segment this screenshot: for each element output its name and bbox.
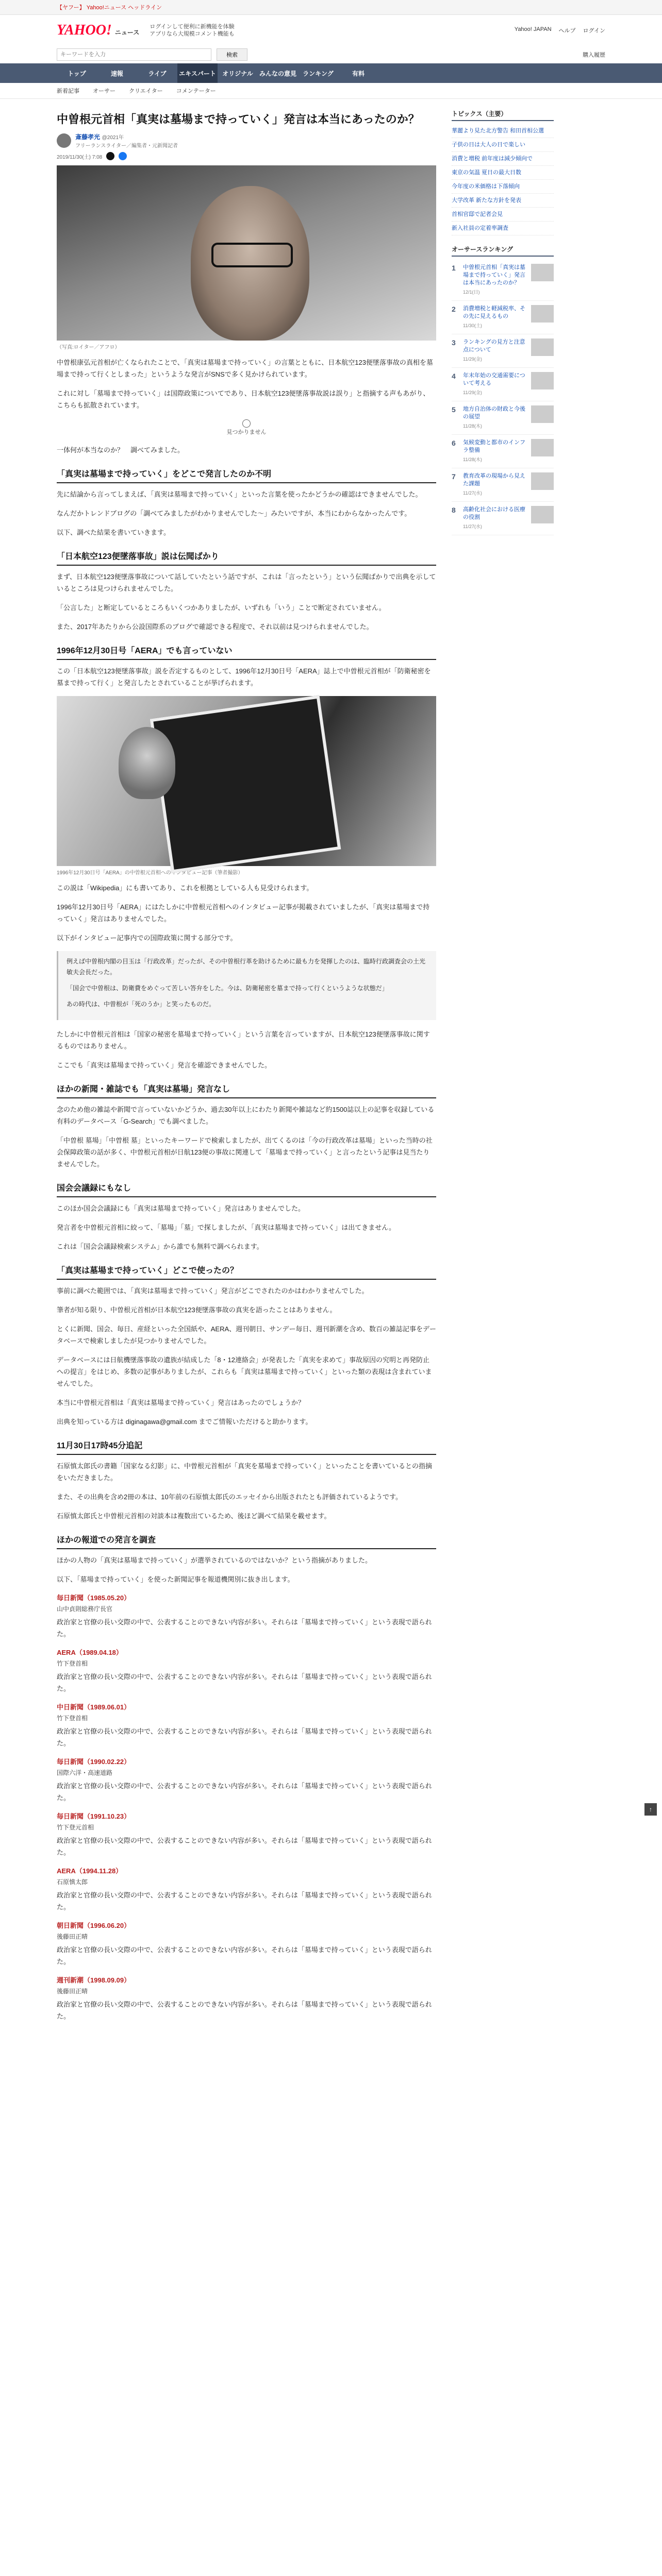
share-x-icon[interactable] [106, 152, 114, 160]
paragraph: 発言者を中曽根元首相に絞って、「墓場」「墓」で探しましたが、「真実は墓場まで持っていく」は出てきません。 [57, 1224, 396, 1231]
paragraph: 以下、調べた結果を書いていきます。 [57, 529, 170, 536]
quote-paragraph: 例えば中曽根内閣の目玉は「行政改革」だったが、その中曽根行革を助けるために最も力を発揮したのは、臨時行政調査会の土光敏夫会長だった。 [67, 958, 426, 976]
rank-title: 気候変動と都市のインフラ整備 [463, 439, 525, 453]
author-description: フリーランスライター／編集者・元新聞記者 [75, 143, 178, 149]
paragraph: これは「国会会議録検索システム」から誰でも無料で調べられます。 [57, 1243, 263, 1250]
section-heading: ほかの新聞・雑誌でも「真実は墓場」発言なし [57, 1082, 436, 1098]
magazine-photo [57, 696, 436, 866]
section-heading: 11月30日17時45分追記 [57, 1439, 436, 1455]
paragraph: 石原慎太郎氏と中曽根元首相の対談本は複数出ているため、後ほど調べて結果を載せます。 [57, 1512, 331, 1520]
rank-title: 高齢化社会における医療の役割 [463, 506, 525, 520]
rank-number: 5 [452, 405, 456, 414]
subnav-commentator[interactable]: コメンテーター [176, 88, 216, 94]
header-link-help[interactable]: ヘルプ [558, 28, 576, 34]
share-facebook-icon[interactable] [119, 152, 127, 160]
rank-title: ランキングの見方と注意点について [463, 339, 525, 353]
rank-number: 3 [452, 338, 456, 347]
rank-thumbnail [531, 506, 554, 523]
clock-icon [242, 419, 251, 428]
rank-meta: 11/27(水) [463, 490, 482, 496]
article-meta [57, 152, 436, 160]
rank-meta: 11/27(水) [463, 524, 482, 529]
subnav-new[interactable]: 新着記事 [57, 88, 79, 94]
rank-thumbnail [531, 372, 554, 389]
section-heading: 「真実は墓場まで持っていく」をどこで発言したのか不明 [57, 467, 436, 483]
top-banner-text: 【ヤフー】 Yahoo!ニュース ヘッドライン [57, 5, 162, 11]
subnav-creator[interactable]: クリエイター [129, 88, 163, 94]
paragraph: 石原慎太郎氏の書籍「国家なる幻影」に、中曽根元首相が「真実を墓場まで持っていく」といったことを書いているとの指摘をいただきました。 [57, 1462, 433, 1482]
article-photo [57, 165, 436, 341]
quote-paragraph: 「国会で中曽根は、防衛費をめぐって苦しい答弁をした。今は、防衛秘密を墓まで持って行くというような状態だ」 [67, 985, 388, 992]
paragraph: 「中曽根 墓場」「中曽根 墓」といったキーワードで検索しましたが、出てくるのは「今の行政改革は墓場」といった当時の社会保障政策の話が多く、中曽根元首相が日航123便の事故に関連して「墓場まで持っていく」と言ったという記事は見当たりませんでした。 [57, 1137, 433, 1168]
ranking-item[interactable] [452, 502, 554, 535]
paragraph: また、その出典を含め2冊の本は、10年前の石原慎太郎氏のエッセイから出版されたとも評価されているようです。 [57, 1493, 403, 1501]
rank-meta: 12/1(日) [463, 290, 480, 295]
not-found-note [57, 419, 436, 436]
source-heading: 毎日新聞（1991.10.23） [57, 1812, 131, 1820]
nav-paid[interactable]: 有料 [352, 70, 365, 77]
sidebar [452, 109, 554, 2029]
paragraph: とくに新聞、国会、毎日、産経といった全国紙や、AERA、週刊朝日、サンデー毎日、週刊新潮を含め、数百の雑誌記事をデータベースで検索しましたが見つかりませんでした。 [57, 1325, 436, 1345]
rank-title: 教育改革の現場から見えた課題 [463, 473, 525, 487]
rank-meta: 11/30(土) [463, 323, 482, 328]
source-sub: 国際六洋・高速道路 [57, 1769, 113, 1776]
ranking-item[interactable] [452, 435, 554, 468]
source-paragraph: 政治家と官僚の長い交際の中で、公表することのできない内容が多い。それらは「墓場まで持っていく」という表現で語られた。 [57, 1891, 432, 1911]
main-nav [0, 63, 662, 83]
source-heading: AERA（1989.04.18） [57, 1649, 123, 1656]
ranking-title: オーサースランキング [452, 245, 554, 257]
paragraph: 先に結論から言ってしまえば、「真実は墓場まで持っていく」といった言葉を使ったかどうかの確認はできませんでした。 [57, 490, 422, 498]
portrait-glasses [211, 243, 293, 267]
rank-thumbnail [531, 405, 554, 423]
subnav-author[interactable]: オーサー [93, 88, 115, 94]
source-heading: AERA（1994.11.28） [57, 1867, 123, 1875]
ranking-item[interactable] [452, 260, 554, 301]
source-paragraph: 政治家と官僚の長い交際の中で、公表することのできない内容が多い。それらは「墓場まで持っていく」という表現で語られた。 [57, 1727, 432, 1747]
rank-meta: 11/29(金) [463, 390, 482, 395]
paragraph: 「公言した」と断定しているところもいくつかありましたが、いずれも「いう」ことで断定されていません。 [57, 604, 386, 612]
source-heading: 朝日新聞（1996.06.20） [57, 1922, 131, 1929]
paragraph: 一体何が本当なのか？ 調べてみました。 [57, 446, 185, 454]
header-link-login[interactable]: ログイン [583, 28, 605, 34]
author-badge: @2021年 [102, 135, 124, 141]
source-heading: 週刊新潮（1998.09.09） [57, 1976, 131, 1984]
topic-item[interactable]: 大学改革 新たな方針を発表 [452, 194, 554, 208]
source-paragraph: 政治家と官僚の長い交際の中で、公表することのできない内容が多い。それらは「墓場まで持っていく」という表現で語られた。 [57, 2001, 432, 2020]
topic-item[interactable]: 華麗より見た北方警告 和田首相公選 [452, 124, 554, 138]
section-heading: 「日本航空123便墜落事故」説は伝聞ばかり [57, 550, 436, 566]
rank-number: 8 [452, 506, 456, 514]
quote-paragraph: あの時代は、中曽根が「死のうか」と笑ったものだ。 [67, 1001, 216, 1008]
nav-expert[interactable]: エキスパート [177, 63, 218, 83]
paragraph: 中曽根康弘元首相が亡くなられたことで、「真実は墓場まで持っていく」の言葉とともに、日本航空123便墜落事故の真相を墓場まで持って行くとしまった」というような発言がSNSで多く見かけられています。 [57, 359, 433, 378]
search-input[interactable] [57, 48, 211, 61]
source-sub: 後藤田正晴 [57, 1988, 88, 1995]
paragraph: ここでも「真実は墓場まで持っていく」発言を確認できませんでした。 [57, 1061, 272, 1069]
source-heading: 毎日新聞（1990.02.22） [57, 1758, 131, 1766]
rank-title: 地方自治体の財政と今後の展望 [463, 406, 525, 420]
source-sub: 石原慎太郎 [57, 1878, 88, 1886]
author-name[interactable]: 斎藤孝光 [75, 133, 101, 141]
section-heading: 「真実は墓場まで持っていく」どこで使ったの？ [57, 1264, 436, 1280]
paragraph: このほか国会会議録にも「真実は墓場まで持っていく」発言はありませんでした。 [57, 1205, 305, 1212]
section-heading: ほかの報道での発言を調査 [57, 1533, 436, 1549]
nav-opinion[interactable]: みんなの意見 [259, 70, 296, 77]
paragraph: まず、日本航空123便墜落事故について話していたという話ですが、これは「言ったという」という伝聞ばかりで出典を示しているところは見つけられませんでした。 [57, 573, 436, 592]
paragraph: この説は「Wikipedia」にも書いてあり、これを根拠としている人も見受けられます。 [57, 884, 313, 892]
top-banner[interactable] [0, 0, 662, 15]
header-link-yahoo[interactable]: Yahoo! JAPAN [514, 26, 552, 32]
rank-number: 1 [452, 264, 456, 272]
nav-breaking[interactable]: 速報 [110, 70, 123, 77]
paragraph: 1996年12月30日号「AERA」にはたしかに中曽根元首相へのインタビュー記事が掲載されていましたが、「真実は墓場まで持っていく」発言はありませんでした。 [57, 903, 430, 923]
scroll-top-button[interactable]: ↑ [644, 1803, 657, 1816]
paragraph: 念のため他の雑誌や新聞で言っていないかどうか、過去30年以上にわたり新聞や雑誌など約1500誌以上の記事を収録している有料のデータベース「G-Search」でも調べました。 [57, 1106, 435, 1125]
paragraph: ほかの人物の「真実は墓場まで持っていく」が選挙されているのではないか？という指摘がありました。 [57, 1556, 372, 1564]
photo-caption: （写真:ロイター／アフロ） [57, 345, 120, 350]
paragraph: たしかに中曽根元首相は「国家の秘密を墓場まで持っていく」という言葉を言っていますが、日本航空123便墜落事故に関するものではありません。 [57, 1030, 430, 1050]
source-paragraph: 政治家と官僚の長い交際の中で、公表することのできない内容が多い。それらは「墓場まで持っていく」という表現で語られた。 [57, 1673, 432, 1692]
interview-quote [57, 951, 436, 1020]
rank-thumbnail [531, 338, 554, 356]
ranking-item[interactable] [452, 401, 554, 435]
promo-line-1: ログインして便利に新機能を体験 [150, 24, 235, 30]
ranking-item[interactable] [452, 334, 554, 368]
topic-item[interactable]: 消費と増税 前年度は減少傾向で [452, 152, 554, 166]
magazine-page [150, 695, 341, 873]
paragraph: また、2017年あたりから公設国際系のブログで確認できる程度で、それ以前は見つけられませんでした。 [57, 623, 373, 631]
topic-item[interactable]: 新入社員の定着率調査 [452, 222, 554, 235]
logo-text: YAHOO! [57, 22, 112, 38]
sub-nav [0, 83, 662, 99]
topic-item[interactable]: 首相官邸で記者会見 [452, 208, 554, 222]
header-links [515, 26, 605, 35]
article-main [57, 109, 436, 2029]
paragraph: 出典を知っている方は diginagawa@gmail.com までご情報いただけると助かります。 [57, 1418, 312, 1426]
yahoo-logo[interactable] [57, 22, 139, 39]
article-date: 2019/11/30(土) 7:08 [57, 154, 103, 160]
rank-meta: 11/28(木) [463, 423, 482, 429]
rank-number: 7 [452, 472, 456, 481]
paragraph: 事前に調べた範囲では、「真実は墓場まで持っていく」発言がどこでされたのかはわかりませんでした。 [57, 1287, 369, 1295]
byline [57, 132, 436, 149]
source-sub: 竹下登元首相 [57, 1824, 94, 1831]
nav-live[interactable]: ライブ [148, 70, 167, 77]
topics-title: トピックス（主要） [452, 109, 554, 121]
rank-thumbnail [531, 264, 554, 281]
source-sub: 竹下登首相 [57, 1660, 88, 1667]
rank-number: 4 [452, 372, 456, 380]
topic-item[interactable]: 東京の気温 夏日の最大日数 [452, 166, 554, 180]
rank-meta: 11/28(木) [463, 457, 482, 462]
purchase-history-link[interactable]: 購入履歴 [583, 52, 605, 58]
source-sub: 竹下登首相 [57, 1715, 88, 1722]
paragraph: 以下がインタビュー記事内での国際政策に関する部分です。 [57, 934, 237, 942]
paragraph: これに対し「墓場まで持っていく」は国際政策についてであり、日本航空123便墜落事故説は誤り」と指摘する声もあがり、こちらも拡散されています。 [57, 389, 430, 409]
nav-original[interactable]: オリジナル [222, 70, 253, 77]
paragraph: データベースには日航機墜落事故の遺族が結成した「8・12連絡会」が発表した「真実を求めて」事故原因の究明と再発防止への提言」をはじめ、多数の記事がありましたが、これらも「真実は墓場まで持っていく」といった類の表現は含まれていませんでした。 [57, 1356, 432, 1387]
source-heading: 毎日新聞（1985.05.20） [57, 1594, 131, 1602]
rank-thumbnail [531, 305, 554, 323]
logo-sub: ニュース [114, 29, 140, 36]
rank-title: 年末年始の交通需要について考える [463, 372, 525, 386]
promo-text[interactable] [150, 23, 235, 38]
rank-thumbnail [531, 439, 554, 456]
paragraph: 筆者が知る限り、中曽根元首相が日本航空123便墜落事故の真実を語ったことはありません。 [57, 1306, 337, 1314]
source-list [57, 1592, 436, 2022]
nav-top[interactable]: トップ [68, 70, 86, 77]
paragraph: この「日本航空123便墜落事故」説を否定するものとして、1996年12月30日号「AERA」誌上で中曽根元首相が「防衛秘密を墓まで持って行く」と発言したとされていることが挙げられます。 [57, 667, 431, 687]
section-heading: 1996年12月30日号「AERA」でも言っていない [57, 644, 436, 660]
promo-line-2: アプリなら大規模コメント機能も [150, 31, 235, 37]
search-row [0, 46, 662, 63]
site-header [0, 15, 662, 46]
ranking-item[interactable] [452, 468, 554, 502]
source-paragraph: 政治家と官僚の長い交際の中で、公表することのできない内容が多い。それらは「墓場まで持っていく」という表現で語られた。 [57, 1837, 432, 1856]
rank-title: 消費増税と軽減税率、その先に見えるもの [463, 306, 525, 319]
source-paragraph: 政治家と官僚の長い交際の中で、公表することのできない内容が多い。それらは「墓場まで持っていく」という表現で語られた。 [57, 1946, 432, 1965]
source-heading: 中日新聞（1989.06.01） [57, 1703, 131, 1711]
topic-item[interactable]: 今年度の米価格は下落傾向 [452, 180, 554, 194]
rank-title: 中曽根元首相「真実は墓場まで持っていく」発言は本当にあったのか？ [463, 264, 525, 286]
rank-number: 2 [452, 305, 456, 313]
not-found-text: 見つかりません [226, 429, 267, 435]
magazine-portrait [119, 727, 175, 799]
rank-thumbnail [531, 472, 554, 490]
author-avatar[interactable] [57, 133, 71, 148]
article-title: 中曽根元首相「真実は墓場まで持っていく」発言は本当にあったのか？ [57, 113, 420, 126]
rank-meta: 11/29(金) [463, 357, 482, 362]
nav-ranking[interactable]: ランキング [303, 70, 334, 77]
ranking-item[interactable] [452, 368, 554, 401]
source-paragraph: 政治家と官僚の長い交際の中で、公表することのできない内容が多い。それらは「墓場まで持っていく」という表現で語られた。 [57, 1618, 432, 1638]
search-button[interactable]: 検索 [217, 48, 247, 61]
paragraph: 以下、「墓場まで持っていく」を使った新聞記事を報道機関別に抜き出します。 [57, 1575, 294, 1583]
rank-number: 6 [452, 439, 456, 447]
paragraph: なんだかトレンドブログの「調べてみましたがわかりませんでした〜」みたいですが、本当にわからなかったんです。 [57, 510, 411, 517]
section-heading: 国会会議録にもなし [57, 1181, 436, 1197]
source-sub: 山中貞則総務庁長官 [57, 1605, 113, 1613]
photo2-caption: 1996年12月30日号「AERA」の中曽根元首相へのインタビュー記事（筆者撮影） [57, 870, 243, 876]
paragraph: 本当に中曽根元首相は「真実は墓場まで持っていく」発言はあったのでしょうか？ [57, 1399, 305, 1406]
ranking-item[interactable] [452, 301, 554, 334]
source-sub: 後藤田正晴 [57, 1933, 88, 1940]
topic-item[interactable]: 子供の日は大人の日で楽しい [452, 138, 554, 152]
source-paragraph: 政治家と官僚の長い交際の中で、公表することのできない内容が多い。それらは「墓場まで持っていく」という表現で語られた。 [57, 1782, 432, 1802]
